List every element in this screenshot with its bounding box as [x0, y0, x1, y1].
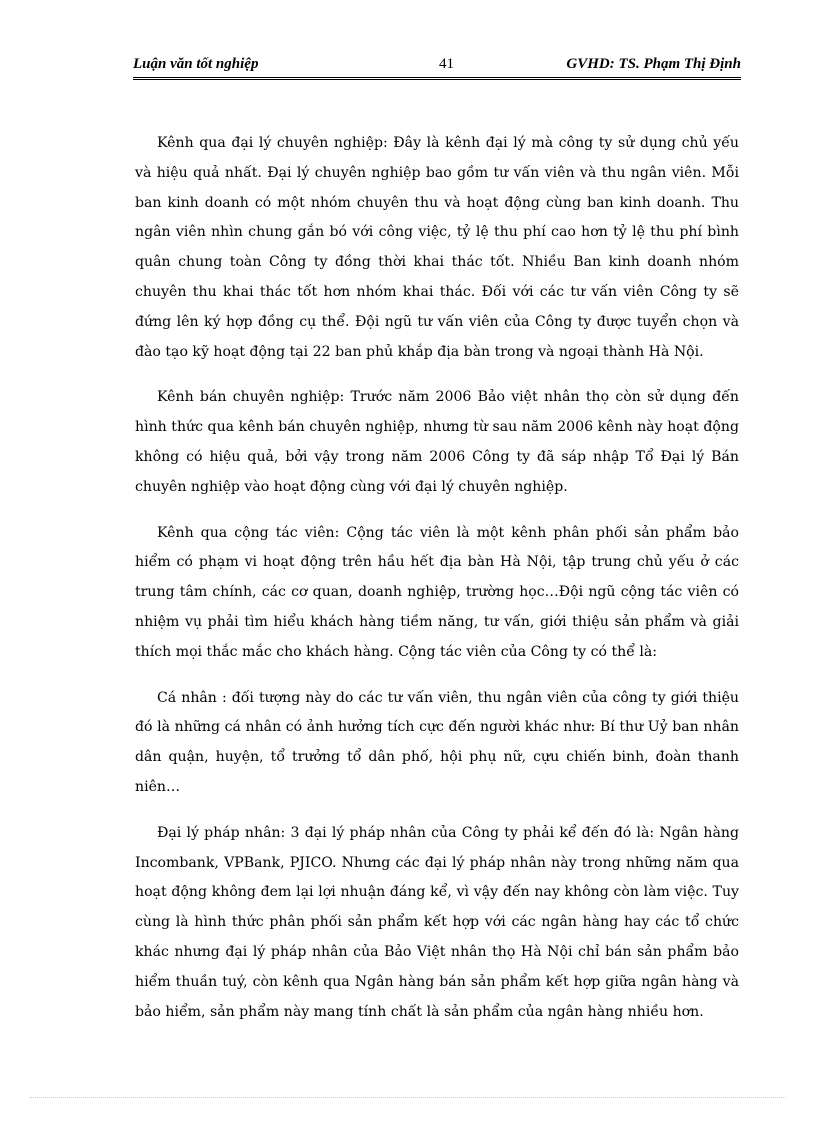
footer-divider — [30, 1097, 786, 1098]
page-number: 41 — [439, 56, 454, 72]
paragraph-collaborators: Kênh qua cộng tác viên: Cộng tác viên là một kênh phân phối sản phẩm bảo hiểm có phạm vi hoạt động trên hầu hết địa bàn Hà Nội, tập trung chủ yếu ở các trung tâm chính, các cơ quan, doanh nghiệp, trường học…Đội ngũ cộng tác viên có nhiệm vụ phải tìm hiểu khách hàng tiềm năng, tư vấn, giới thiệu sản phẩm và giải thích mọi thắc mắc cho khách hàng. Cộng tác viên của Công ty có thể là: — [135, 524, 739, 660]
header-advisor: GVHD: TS. Phạm Thị Định — [566, 56, 741, 72]
document-body — [135, 129, 739, 1043]
paragraph-individuals: Cá nhân : đối tượng này do các tư vấn viên, thu ngân viên của công ty giới thiệu đó là những cá nhân có ảnh hưởng tích cực đến người khác như: Bí thư Uỷ ban nhân dân quận, huyện, tổ trưởng tổ dân phố, hội phụ nữ, cựu chiến binh, đoàn thanh niên… — [135, 689, 739, 795]
paragraph-semi-professional: Kênh bán chuyên nghiệp: Trước năm 2006 Bảo việt nhân thọ còn sử dụng đến hình thức qua kênh bán chuyên nghiệp, nhưng từ sau năm 2006 kênh này hoạt động không có hiệu quả, bởi vậy trong năm 2006 Công ty đã sáp nhập Tổ Đại lý Bán chuyên nghiệp vào hoạt động cùng với đại lý chuyên nghiệp. — [135, 389, 739, 495]
header-thesis-label: Luận văn tốt nghiệp — [133, 56, 259, 72]
page-header — [133, 56, 741, 82]
paragraph-professional-agents: Kênh qua đại lý chuyên nghiệp: Đây là kênh đại lý mà công ty sử dụng chủ yếu và hiệu quả nhất. Đại lý chuyên nghiệp bao gồm tư vấn viên và thu ngân viên. Mỗi ban kinh doanh có một nhóm chuyên thu và hoạt động cùng ban kinh doanh. Thu ngân viên nhìn chung gắn bó với công việc, tỷ lệ thu phí cao hơn tỷ lệ thu phí bình quân chung toàn Công ty đồng thời khai thác tốt. Nhiều Ban kinh doanh nhóm chuyên thu khai thác tốt hơn nhóm khai thác. Đối với các tư vấn viên Công ty sẽ đứng lên ký hợp đồng cụ thể. Đội ngũ tư vấn viên của Công ty được tuyển chọn và đào tạo kỹ hoạt động tại 22 ban phủ khắp địa bàn trong và ngoại thành Hà Nội. — [135, 135, 739, 360]
paragraph-corporate-agents: Đại lý pháp nhân: 3 đại lý pháp nhân của Công ty phải kể đến đó là: Ngân hàng Incombank, VPBank, PJICO. Nhưng các đại lý pháp nhân này trong những năm qua hoạt động không đem lại lợi nhuận đáng kể, vì vậy đến nay không còn làm việc. Tuy cùng là hình thức phân phối sản phẩm kết hợp với các ngân hàng hay các tổ chức khác nhưng đại lý pháp nhân của Bảo Việt nhân thọ Hà Nội chỉ bán sản phẩm bảo hiểm thuần tuý, còn kênh qua Ngân hàng bán sản phẩm kết hợp giữa ngân hàng và bảo hiểm, sản phẩm này mang tính chất là sản phẩm của ngân hàng nhiều hơn. — [135, 824, 739, 1020]
header-rule — [133, 77, 741, 80]
